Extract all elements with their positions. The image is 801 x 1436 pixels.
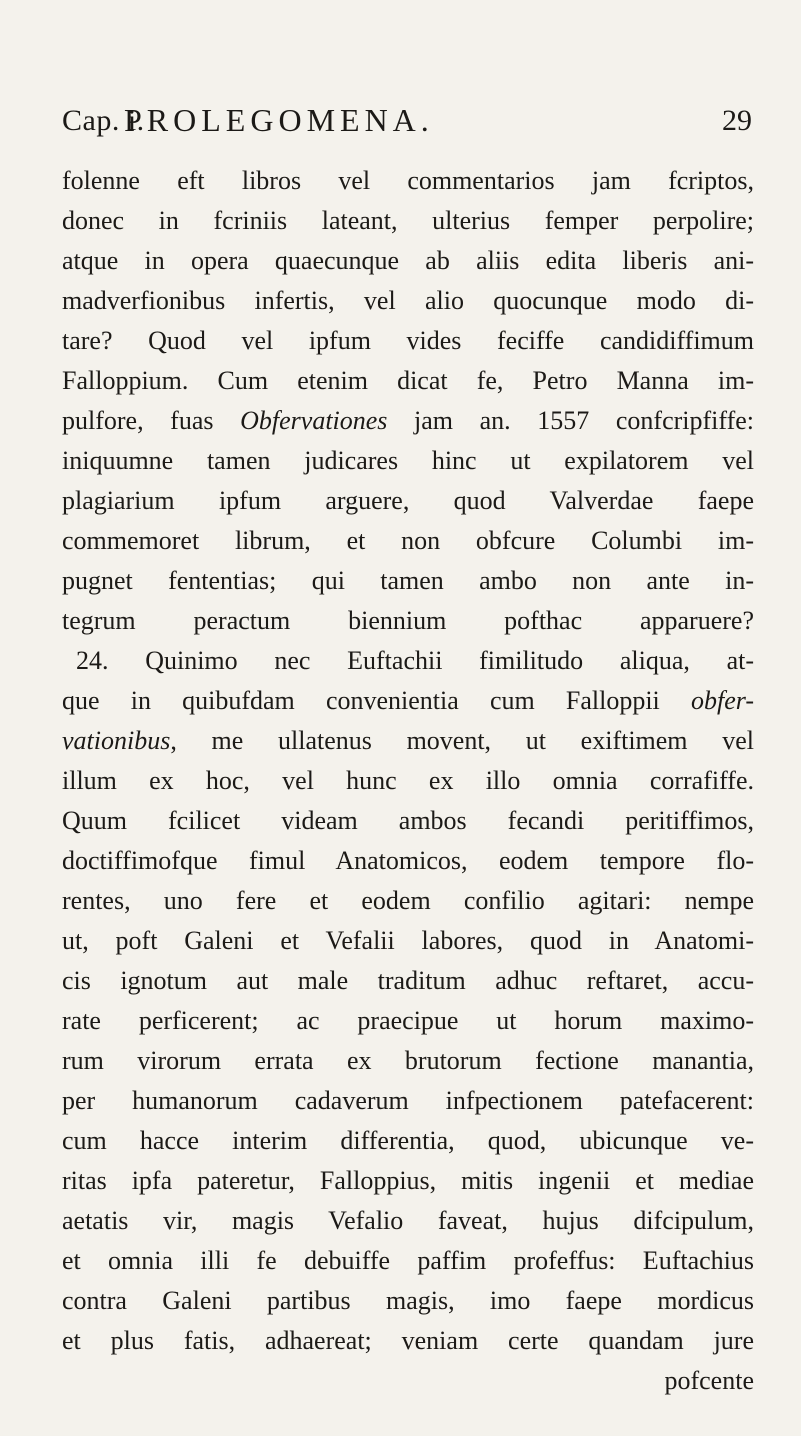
line-text: pugnet fententias; qui tamen ambo non ante in-	[62, 566, 754, 595]
line-text: atque in opera quaecunque ab aliis edita liberis ani-	[62, 246, 754, 275]
text-line	[62, 881, 754, 921]
line-text: per humanorum cadaverum infpectionem patefacerent:	[62, 1086, 754, 1115]
line-text: cis ignotum aut male traditum adhuc reftaret, accu-	[62, 966, 754, 995]
text-line	[62, 681, 754, 721]
line-text: cum hacce interim differentia, quod, ubicunque ve-	[62, 1126, 754, 1155]
line-text: doctiffimofque fimul Anatomicos, eodem tempore flo-	[62, 846, 754, 875]
line-text: 24. Quinimo nec Euftachii fimilitudo aliqua, at-	[76, 646, 754, 675]
line-text: folenne eft libros vel commentarios jam fcriptos,	[62, 166, 754, 195]
text-line	[62, 641, 754, 681]
line-text: madverfionibus infertis, vel alio quocunque modo di-	[62, 286, 754, 315]
text-line	[62, 321, 754, 361]
text-line	[62, 921, 754, 961]
text-line	[62, 801, 754, 841]
text-line	[62, 201, 754, 241]
text-line	[62, 561, 754, 601]
text-line	[62, 1241, 754, 1281]
line-text: aetatis vir, magis Vefalio faveat, hujus difcipulum,	[62, 1206, 754, 1235]
line-text: iniquumne tamen judicares hinc ut expilatorem vel	[62, 446, 754, 475]
text-line	[62, 1201, 754, 1241]
text-line	[62, 161, 754, 201]
chapter-label: Cap. i.	[62, 104, 145, 137]
text-line	[62, 721, 754, 761]
text-line	[62, 1281, 754, 1321]
line-text: tegrum peractum biennium pofthac apparuere?	[62, 606, 754, 635]
text-line	[62, 1081, 754, 1121]
text-line	[62, 761, 754, 801]
text-line	[62, 241, 754, 281]
text-line	[62, 1161, 754, 1201]
line-text: rentes, uno fere et eodem confilio agitari: nempe	[62, 886, 754, 915]
line-text: que in quibufdam convenientia cum Falloppii	[62, 686, 691, 715]
italic-term: vationibus	[62, 726, 171, 755]
italic-term: obfer-	[690, 686, 754, 715]
line-text: ritas ipfa pateretur, Falloppius, mitis ingenii et mediae	[62, 1166, 754, 1195]
line-text: Falloppium. Cum etenim dicat fe, Petro Manna im-	[62, 366, 754, 395]
line-text: tare? Quod vel ipfum vides feciffe candidiffimum	[62, 326, 754, 355]
text-line	[62, 521, 754, 561]
text-line	[62, 401, 754, 441]
text-line	[62, 1361, 754, 1401]
line-text: et plus fatis, adhaereat; veniam certe quandam jure	[62, 1326, 754, 1355]
line-text: jam an. 1557 confcripfiffe:	[387, 406, 755, 435]
running-title: PROLEGOMENA.	[124, 102, 434, 138]
text-line	[62, 361, 754, 401]
body-text	[62, 161, 754, 1401]
line-text: donec in fcriniis lateant, ulterius femper perpolire;	[62, 206, 754, 235]
text-line	[62, 441, 754, 481]
line-text: , me ullatenus movent, ut exiftimem vel	[170, 726, 754, 755]
page-number: 29	[722, 104, 752, 137]
line-text: rum virorum errata ex brutorum fectione manantia,	[62, 1046, 754, 1075]
line-text: plagiarium ipfum arguere, quod Valverdae faepe	[62, 486, 754, 515]
line-text: pulfore, fuas	[62, 406, 241, 435]
text-line	[62, 281, 754, 321]
text-line	[62, 1121, 754, 1161]
text-line	[62, 1001, 754, 1041]
text-line	[62, 841, 754, 881]
line-text: illum ex hoc, vel hunc ex illo omnia corrafiffe.	[62, 766, 754, 795]
line-text: et omnia illi fe debuiffe paffim profeffus: Euftachius	[62, 1246, 754, 1275]
line-text: commemoret librum, et non obfcure Columbi im-	[62, 526, 754, 555]
line-text: pofcente	[664, 1366, 754, 1395]
text-line	[62, 481, 754, 521]
text-line	[62, 601, 754, 641]
line-text: rate perficerent; ac praecipue ut horum maximo-	[62, 1006, 754, 1035]
line-text: Quum fcilicet videam ambos fecandi peritiffimos,	[62, 806, 754, 835]
text-line	[62, 1041, 754, 1081]
italic-term: Obfervationes	[240, 406, 388, 435]
line-text: contra Galeni partibus magis, imo faepe mordicus	[62, 1286, 754, 1315]
running-header	[62, 100, 752, 150]
text-line	[62, 1321, 754, 1361]
text-line	[62, 961, 754, 1001]
line-text: ut, poft Galeni et Vefalii labores, quod in Anatomi-	[62, 926, 754, 955]
